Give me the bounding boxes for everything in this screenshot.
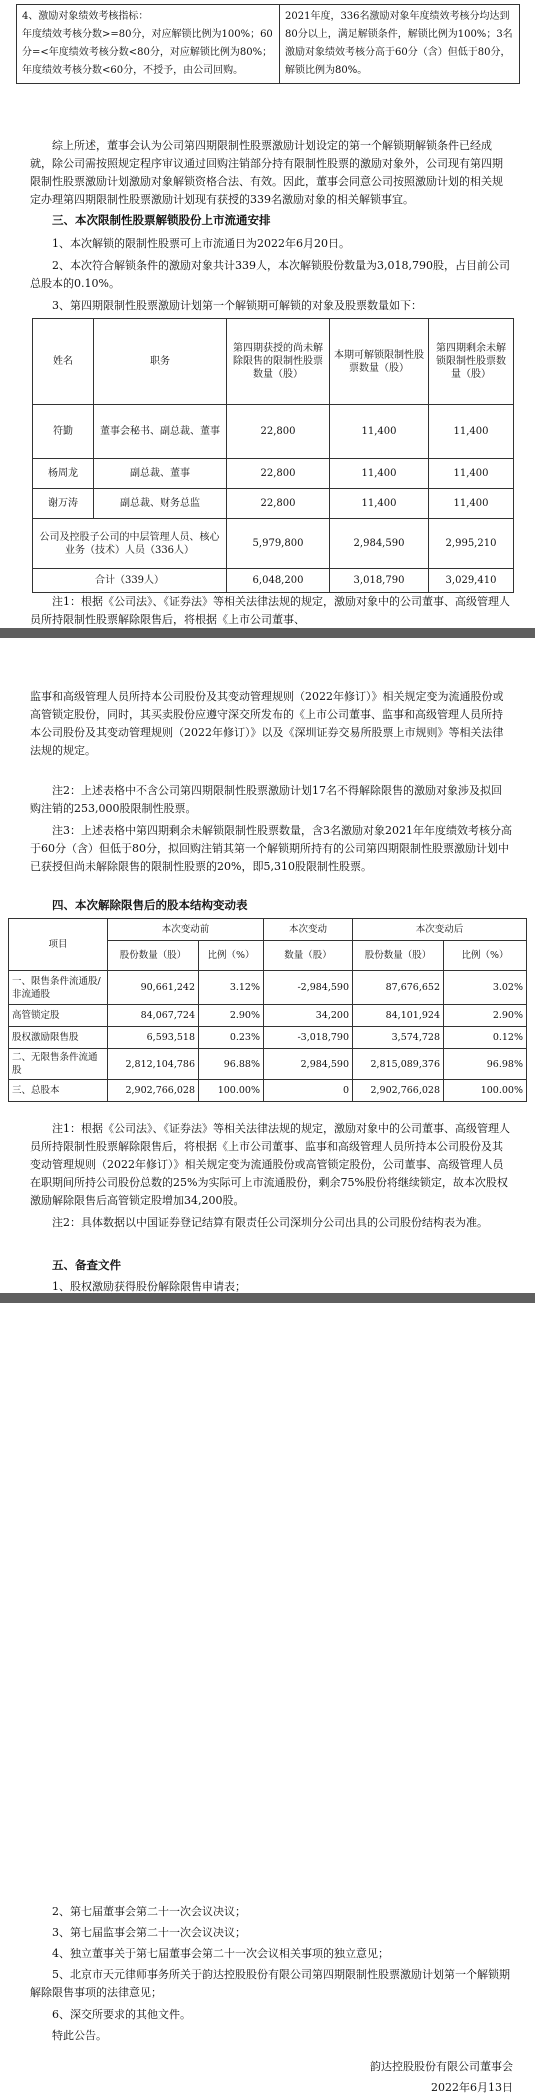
page-2 bbox=[0, 638, 535, 1293]
note-1-part-1: 注1：根据《公司法》、《证券法》等相关法律法规的规定，激励对象中的公司董事、高级管理人员所持限制性股票解除限售后，将根据《上市公司董事、 bbox=[30, 595, 510, 626]
col-unlock: 本期可解锁限制性股票数量（股） bbox=[330, 319, 429, 405]
sub-ratio-after: 比例（%） bbox=[444, 941, 527, 971]
cell-name: 符勤 bbox=[33, 405, 94, 459]
table-row bbox=[33, 489, 514, 519]
cell-shares-before: 6,593,518 bbox=[108, 1027, 199, 1049]
cell-name: 杨周龙 bbox=[33, 459, 94, 489]
cell-granted: 6,048,200 bbox=[227, 569, 330, 593]
sub-shares-before: 股份数量（股） bbox=[108, 941, 199, 971]
cell-unlock: 2,984,590 bbox=[330, 519, 429, 569]
file-4: 4、独立董事关于第七届董事会第二十一次会议相关事项的独立意见； bbox=[52, 1947, 389, 1960]
condition-title: 4、激励对象绩效考核指标： bbox=[22, 11, 149, 22]
table-row bbox=[17, 5, 520, 84]
cell-ratio-after: 2.90% bbox=[444, 1005, 527, 1027]
summary-paragraph: 综上所述，董事会认为公司第四期限制性股票激励计划设定的第一个解锁期解锁条件已经成就，除公司需按照规定程序审议通过回购注销部分持有限制性股票的激励对象外，公司现有第四期限制性股票激励计划激励对象解锁资格合法、有效。因此，董事会同意公司按照激励计划的相关规定办理第四期限制性股票激励计划现有获授的339名激励对象的相关解锁事宜。 bbox=[30, 139, 503, 206]
table-row bbox=[9, 1005, 527, 1027]
note-3: 注3：上述表格中第四期剩余未解锁限制性股票数量，含3名激励对象2021年年度绩效考核分高于60分（含）但低于80分，拟回购注销其第一个解锁期所持有的公司第四期限制性股票激励计划中已获授但尚未解除限售的限制性股票的20%，即5,310股限制性股票。 bbox=[30, 824, 512, 873]
cell-ratio-after: 100.00% bbox=[444, 1080, 527, 1102]
cell-ratio-before: 3.12% bbox=[199, 971, 264, 1005]
note-1-part-2: 监事和高级管理人员所持本公司股份及其变动管理规则（2022年修订）》相关规定变为流通股份或高管锁定股份，同时，其买卖股份应遵守深交所发布的《上市公司董事、监事和高级管理人员所持本公司股份及其变动管理规则（2022年修订）》以及《深圳证券交易所股票上市规则》等相关法律法规的规定。 bbox=[30, 690, 504, 757]
cell-ratio-before: 2.90% bbox=[199, 1005, 264, 1027]
item-1: 1、本次解锁的限制性股票可上市流通日为2022年6月20日。 bbox=[52, 237, 350, 250]
cell-shares-after: 87,676,652 bbox=[353, 971, 444, 1005]
cell-unlock: 11,400 bbox=[330, 489, 429, 519]
cell-ratio-before: 100.00% bbox=[199, 1080, 264, 1102]
table-row bbox=[9, 1080, 527, 1102]
announcement-date: 2022年6月13日 bbox=[431, 2081, 513, 2094]
cell-change: 2,984,590 bbox=[264, 1049, 353, 1080]
col-group-after: 本次变动后 bbox=[353, 919, 527, 941]
col-position: 职务 bbox=[94, 319, 227, 405]
section-3-title: 三、本次限制性股票解锁股份上市流通安排 bbox=[52, 213, 271, 227]
achievement-body: 2021年度，336名激励对象年度绩效考核分均达到80分以上，满足解锁条件，解锁比例为100%；3名激励对象绩效考核分高于60分（含）但低于80分，解锁比例为80%。 bbox=[285, 11, 513, 76]
page-3 bbox=[0, 1303, 535, 2095]
section-4-title: 四、本次解除限售后的股本结构变动表 bbox=[52, 898, 248, 912]
cell-item: 股权激励限售股 bbox=[9, 1027, 108, 1049]
cell-change: 34,200 bbox=[264, 1005, 353, 1027]
cell-granted: 22,800 bbox=[227, 459, 330, 489]
cell-shares-after: 84,101,924 bbox=[353, 1005, 444, 1027]
cell-item: 一、限售条件流通股/非流通股 bbox=[9, 971, 108, 1005]
condition-cell bbox=[17, 5, 280, 84]
cell-remaining: 11,400 bbox=[429, 405, 514, 459]
cell-remaining: 11,400 bbox=[429, 459, 514, 489]
col-granted: 第四期获授的尚未解除限售的限制性股票数量（股） bbox=[227, 319, 330, 405]
cell-unlock: 3,018,790 bbox=[330, 569, 429, 593]
file-5: 5、北京市天元律师事务所关于韵达控股股份有限公司第四期限制性股票激励计划第一个解锁期解除限售事项的法律意见； bbox=[30, 1968, 510, 1999]
cell-shares-before: 90,661,242 bbox=[108, 971, 199, 1005]
signer: 韵达控股股份有限公司董事会 bbox=[370, 2060, 513, 2073]
page-separator bbox=[0, 1293, 535, 1303]
table-row bbox=[33, 459, 514, 489]
cell-remaining: 2,995,210 bbox=[429, 519, 514, 569]
cell-remaining: 3,029,410 bbox=[429, 569, 514, 593]
cell-shares-before: 2,812,104,786 bbox=[108, 1049, 199, 1080]
table-row bbox=[33, 519, 514, 569]
cell-item: 三、总股本 bbox=[9, 1080, 108, 1102]
cell-shares-after: 2,902,766,028 bbox=[353, 1080, 444, 1102]
table-total-row bbox=[33, 569, 514, 593]
file-6: 6、深交所要求的其他文件。 bbox=[52, 2008, 191, 2021]
cell-item: 高管锁定股 bbox=[9, 1005, 108, 1027]
condition-body: 年度绩效考核分数>=80分，对应解锁比例为100%；60分=<年度绩效考核分数<80分，对应解锁比例为80%；年度绩效考核分数<60分，不授予，由公司回购。 bbox=[22, 29, 273, 76]
cell-total-label: 合计（339人） bbox=[33, 569, 227, 593]
col-group-before: 本次变动前 bbox=[108, 919, 264, 941]
cell-unlock: 11,400 bbox=[330, 405, 429, 459]
cell-ratio-before: 96.88% bbox=[199, 1049, 264, 1080]
cell-position: 副总裁、财务总监 bbox=[94, 489, 227, 519]
sub-ratio-before: 比例（%） bbox=[199, 941, 264, 971]
cell-shares-before: 2,902,766,028 bbox=[108, 1080, 199, 1102]
cell-granted: 5,979,800 bbox=[227, 519, 330, 569]
col-name: 姓名 bbox=[33, 319, 94, 405]
cell-name: 谢万涛 bbox=[33, 489, 94, 519]
sub-shares-after: 股份数量（股） bbox=[353, 941, 444, 971]
cell-unlock: 11,400 bbox=[330, 459, 429, 489]
cell-position: 副总裁、董事 bbox=[94, 459, 227, 489]
cell-item: 二、无限售条件流通股 bbox=[9, 1049, 108, 1080]
cell-shares-after: 2,815,089,376 bbox=[353, 1049, 444, 1080]
conditions-table bbox=[16, 4, 520, 84]
table-row bbox=[9, 971, 527, 1005]
cell-ratio-before: 0.23% bbox=[199, 1027, 264, 1049]
table-row bbox=[9, 1027, 527, 1049]
cell-position: 董事会秘书、副总裁、董事 bbox=[94, 405, 227, 459]
cell-ratio-after: 3.02% bbox=[444, 971, 527, 1005]
cell-granted: 22,800 bbox=[227, 489, 330, 519]
col-group-change: 本次变动 bbox=[264, 919, 353, 941]
table-header-row bbox=[33, 319, 514, 405]
file-3: 3、第七届监事会第二十一次会议决议； bbox=[52, 1926, 246, 1939]
cell-change: -2,984,590 bbox=[264, 971, 353, 1005]
closing-text: 特此公告。 bbox=[52, 2029, 107, 2042]
cell-change: -3,018,790 bbox=[264, 1027, 353, 1049]
note-2: 注2：上述表格中不含公司第四期限制性股票激励计划17名不得解除限售的激励对象涉及拟回购注销的253,000股限制性股票。 bbox=[30, 784, 502, 815]
col-item: 项目 bbox=[9, 919, 108, 971]
cell-shares-before: 84,067,724 bbox=[108, 1005, 199, 1027]
achievement-cell bbox=[280, 5, 520, 84]
sub-qty-change: 数量（股） bbox=[264, 941, 353, 971]
item-2: 2、本次符合解锁条件的激励对象共计339人，本次解锁股份数量为3,018,790股，占目前公司总股本的0.10%。 bbox=[30, 259, 510, 290]
file-2: 2、第七届董事会第二十一次会议决议； bbox=[52, 1905, 246, 1918]
page-1 bbox=[0, 0, 535, 628]
share-structure-table bbox=[8, 918, 527, 1102]
cell-granted: 22,800 bbox=[227, 405, 330, 459]
table-note-2: 注2：具体数据以中国证券登记结算有限责任公司深圳分公司出具的公司股份结构表为准。 bbox=[52, 1216, 488, 1229]
table-note-1: 注1：根据《公司法》、《证券法》等相关法律法规的规定，激励对象中的公司董事、高级管理人员所持限制性股票解除限售后，将根据《上市公司董事、监事和高级管理人员所持本公司股份及其变动管理规则（2022年修订）》相关规定变为流通股份或高管锁定股份，公司董事、高级管理人员在职期间所持公司股份总数的25%为实际可上市流通股份，剩余75%股份将继续锁定，故本次股权激励解除限售后高管锁定股增加34,200股。 bbox=[30, 1122, 510, 1207]
file-1: 1、股权激励获得股份解除限售申请表； bbox=[52, 1280, 246, 1293]
cell-shares-after: 3,574,728 bbox=[353, 1027, 444, 1049]
cell-change: 0 bbox=[264, 1080, 353, 1102]
col-remaining: 第四期剩余未解锁限制性股票数量（股） bbox=[429, 319, 514, 405]
cell-others-label: 公司及控股子公司的中层管理人员、核心业务（技术）人员（336人） bbox=[33, 519, 227, 569]
cell-remaining: 11,400 bbox=[429, 489, 514, 519]
cell-ratio-after: 96.98% bbox=[444, 1049, 527, 1080]
page-separator bbox=[0, 628, 535, 638]
cell-ratio-after: 0.12% bbox=[444, 1027, 527, 1049]
unlock-table bbox=[32, 318, 514, 593]
section-5-title: 五、备查文件 bbox=[52, 1258, 121, 1272]
table-header-row bbox=[9, 919, 527, 941]
table-row bbox=[33, 405, 514, 459]
item-3: 3、第四期限制性股票激励计划第一个解锁期可解锁的对象及股票数量如下： bbox=[52, 299, 422, 312]
table-row bbox=[9, 1049, 527, 1080]
